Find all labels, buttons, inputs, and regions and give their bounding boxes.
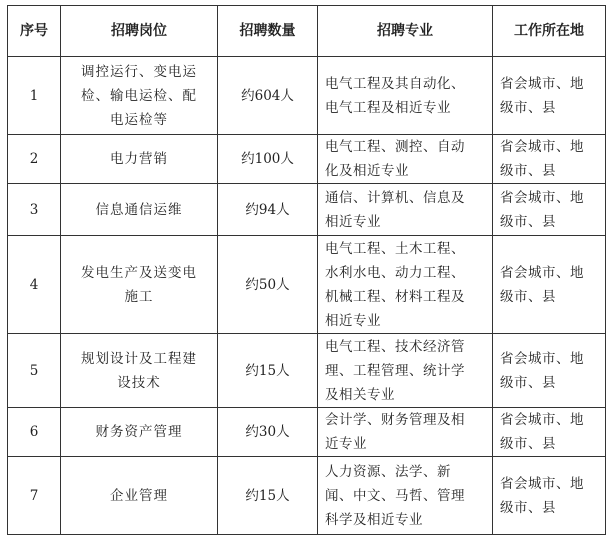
cell-position (61, 408, 218, 457)
position-line: 信息通信运维 (95, 201, 183, 218)
cell-count: 约15人 (218, 457, 318, 535)
cell-major (318, 457, 493, 535)
cell-number: 1 (8, 57, 61, 135)
position-line: 设技术 (117, 374, 161, 391)
position-line: 发电生产及送变电 (81, 264, 197, 281)
location-line: 省会城市、地 (500, 189, 584, 206)
table-row (8, 408, 606, 457)
cell-count: 约50人 (218, 236, 318, 334)
cell-count: 约100人 (218, 135, 318, 184)
cell-number: 3 (8, 184, 61, 236)
location-line: 省会城市、地 (500, 139, 584, 155)
position-line: 电力营销 (110, 151, 168, 167)
location-line: 级市、县 (500, 99, 556, 116)
cell-position (61, 57, 218, 135)
major-line: 化及相近专业 (325, 163, 409, 179)
cell-location (493, 408, 606, 457)
major-line: 会计学、财务管理及相 (325, 412, 465, 428)
table-row (8, 57, 606, 135)
cell-major (318, 135, 493, 184)
cell-number: 6 (8, 408, 61, 457)
cell-position (61, 184, 218, 236)
cell-major (318, 334, 493, 408)
table-row (8, 184, 606, 236)
major-line: 电气工程、测控、自动 (325, 139, 465, 155)
position-line: 检、输电运检、配 (81, 87, 197, 104)
header-number: 序号 (8, 6, 61, 57)
major-line: 通信、计算机、信息及 (325, 189, 465, 206)
cell-position (61, 334, 218, 408)
cell-position (61, 457, 218, 535)
location-line: 省会城市、地 (500, 412, 584, 428)
table-body (8, 57, 606, 535)
cell-major (318, 236, 493, 334)
location-line: 级市、县 (500, 163, 556, 179)
location-line: 级市、县 (500, 499, 556, 516)
position-line: 施工 (124, 288, 154, 305)
table-row (8, 135, 606, 184)
header-location: 工作所在地 (493, 6, 606, 57)
position-line: 规划设计及工程建 (81, 350, 197, 367)
table-row (8, 457, 606, 535)
cell-position (61, 236, 218, 334)
location-line: 级市、县 (500, 288, 556, 305)
position-line: 企业管理 (110, 487, 168, 504)
cell-count: 约30人 (218, 408, 318, 457)
header-row (8, 6, 606, 57)
cell-number: 5 (8, 334, 61, 408)
major-line: 相近专业 (325, 312, 381, 329)
cell-major (318, 184, 493, 236)
header-count: 招聘数量 (218, 6, 318, 57)
location-line: 省会城市、地 (500, 75, 584, 92)
major-line: 闻、中文、马哲、管理 (325, 487, 465, 504)
cell-position (61, 135, 218, 184)
position-line: 财务资产管理 (95, 424, 183, 440)
location-line: 省会城市、地 (500, 475, 584, 492)
position-line: 电运检等 (110, 111, 168, 128)
table-row (8, 334, 606, 408)
cell-count: 约94人 (218, 184, 318, 236)
cell-location (493, 57, 606, 135)
major-line: 近专业 (325, 436, 367, 452)
table-row (8, 236, 606, 334)
position-line: 调控运行、变电运 (81, 63, 197, 80)
major-line: 理、工程管理、统计学 (325, 362, 465, 379)
header-major: 招聘专业 (318, 6, 493, 57)
cell-location (493, 334, 606, 408)
major-line: 科学及相近专业 (325, 511, 423, 528)
cell-number: 2 (8, 135, 61, 184)
cell-location (493, 135, 606, 184)
location-line: 级市、县 (500, 213, 556, 230)
major-line: 电气工程、技术经济管 (325, 338, 465, 355)
location-line: 省会城市、地 (500, 350, 584, 367)
major-line: 相近专业 (325, 213, 381, 230)
major-line: 及相关专业 (325, 386, 395, 403)
major-line: 机械工程、材料工程及 (325, 288, 465, 305)
location-line: 级市、县 (500, 436, 556, 452)
location-line: 省会城市、地 (500, 264, 584, 281)
cell-location (493, 236, 606, 334)
cell-count: 约604人 (218, 57, 318, 135)
cell-number: 7 (8, 457, 61, 535)
cell-major (318, 57, 493, 135)
major-line: 电气工程及相近专业 (325, 99, 451, 116)
major-line: 水利水电、动力工程、 (325, 264, 465, 281)
major-line: 人力资源、法学、新 (325, 463, 451, 480)
location-line: 级市、县 (500, 374, 556, 391)
cell-location (493, 184, 606, 236)
cell-major (318, 408, 493, 457)
header-position: 招聘岗位 (61, 6, 218, 57)
cell-location (493, 457, 606, 535)
cell-number: 4 (8, 236, 61, 334)
major-line: 电气工程及其自动化、 (325, 75, 465, 92)
cell-count: 约15人 (218, 334, 318, 408)
recruitment-table (7, 5, 606, 535)
major-line: 电气工程、土木工程、 (325, 240, 465, 257)
